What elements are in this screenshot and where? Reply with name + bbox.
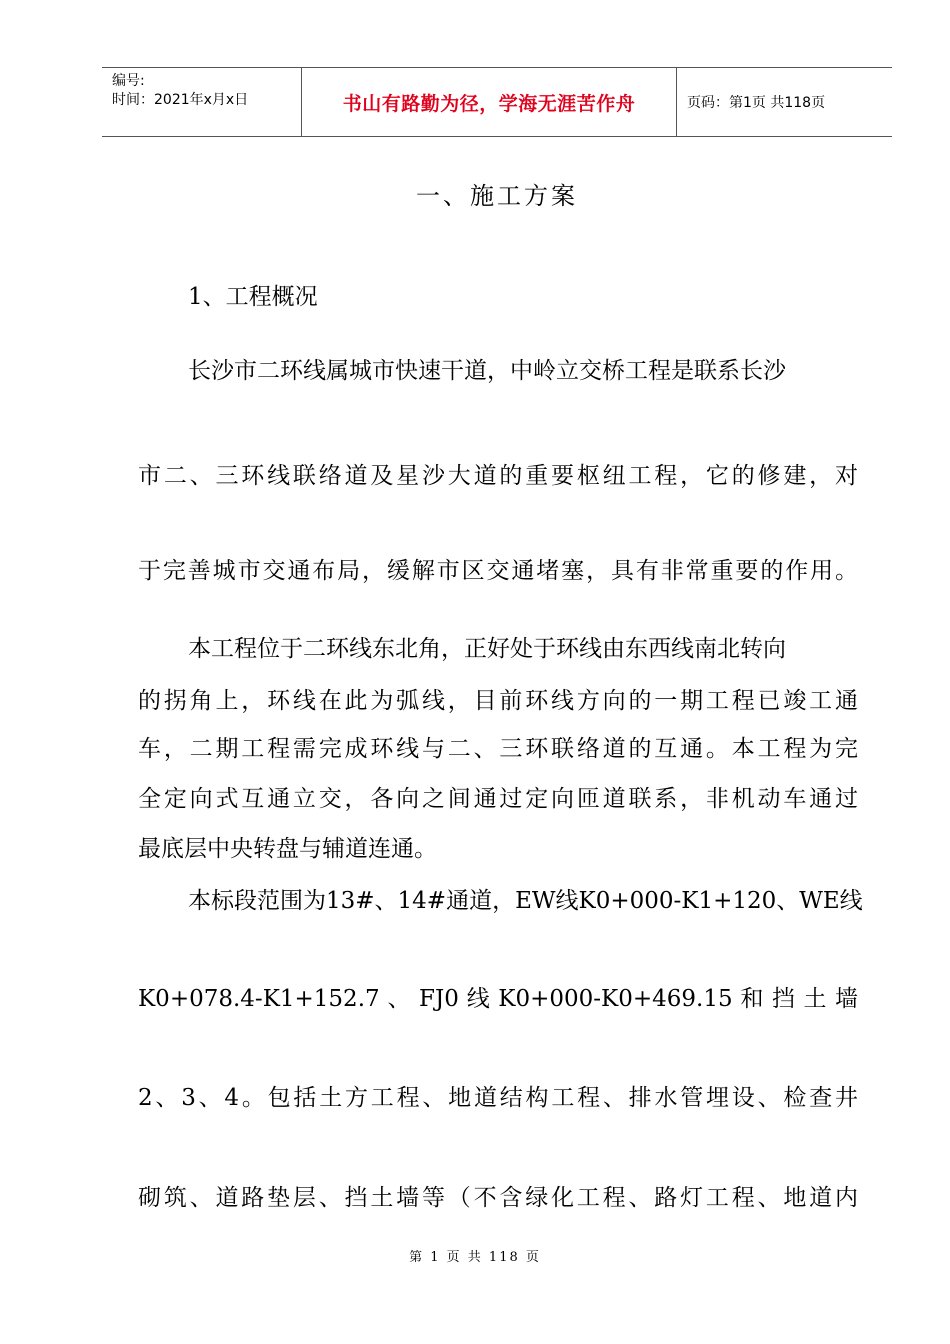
paragraph-line: 本工程位于二环线东北角，正好处于环线由东西线南北转向	[188, 636, 786, 662]
paragraph-line: 长沙市二环线属城市快速干道，中岭立交桥工程是联系长沙	[188, 358, 786, 384]
section-heading: 1、工程概况	[188, 284, 318, 310]
paragraph-line: 的拐角上，环线在此为弧线，目前环线方向的一期工程已竣工通	[138, 688, 858, 714]
number-label: 编号:	[112, 73, 145, 89]
paragraph-line: 最底层中央转盘与辅道连通。	[138, 836, 437, 862]
header-meta-cell	[102, 68, 302, 136]
header-motto: 书山有路勤为径，学海无涯苦作舟	[302, 68, 677, 136]
paragraph-line: 车，二期工程需完成环线与二、三环联络道的互通。本工程为完	[138, 736, 858, 762]
paragraph-line: 市二、三环线联络道及星沙大道的重要枢纽工程，它的修建，对	[138, 463, 858, 489]
paragraph-line: 于完善城市交通布局，缓解市区交通堵塞，具有非常重要的作用。	[138, 558, 858, 584]
page-header	[102, 67, 892, 137]
page-title: 一、施工方案	[416, 182, 578, 210]
paragraph-line: 砌筑、道路垫层、挡土墙等（不含绿化工程、路灯工程、地道内	[138, 1185, 858, 1211]
header-page-info: 页码：第1页 共118页	[687, 95, 826, 111]
paragraph-line: 本标段范围为13#、14#通道，EW线K0+000-K1+120、WE线	[188, 888, 863, 914]
page-footer: 第 1 页 共 118 页	[409, 1250, 541, 1265]
time-label: 时间：2021年x月x日	[112, 92, 249, 108]
paragraph-line: 2、3、4。包括土方工程、地道结构工程、排水管埋设、检查井	[138, 1085, 858, 1111]
paragraph-line: 全定向式互通立交，各向之间通过定向匝道联系，非机动车通过	[138, 786, 858, 812]
paragraph-line: K0+078.4-K1+152.7 、 FJ0 线 K0+000-K0+469.15 和 挡 土 墙	[138, 986, 858, 1012]
